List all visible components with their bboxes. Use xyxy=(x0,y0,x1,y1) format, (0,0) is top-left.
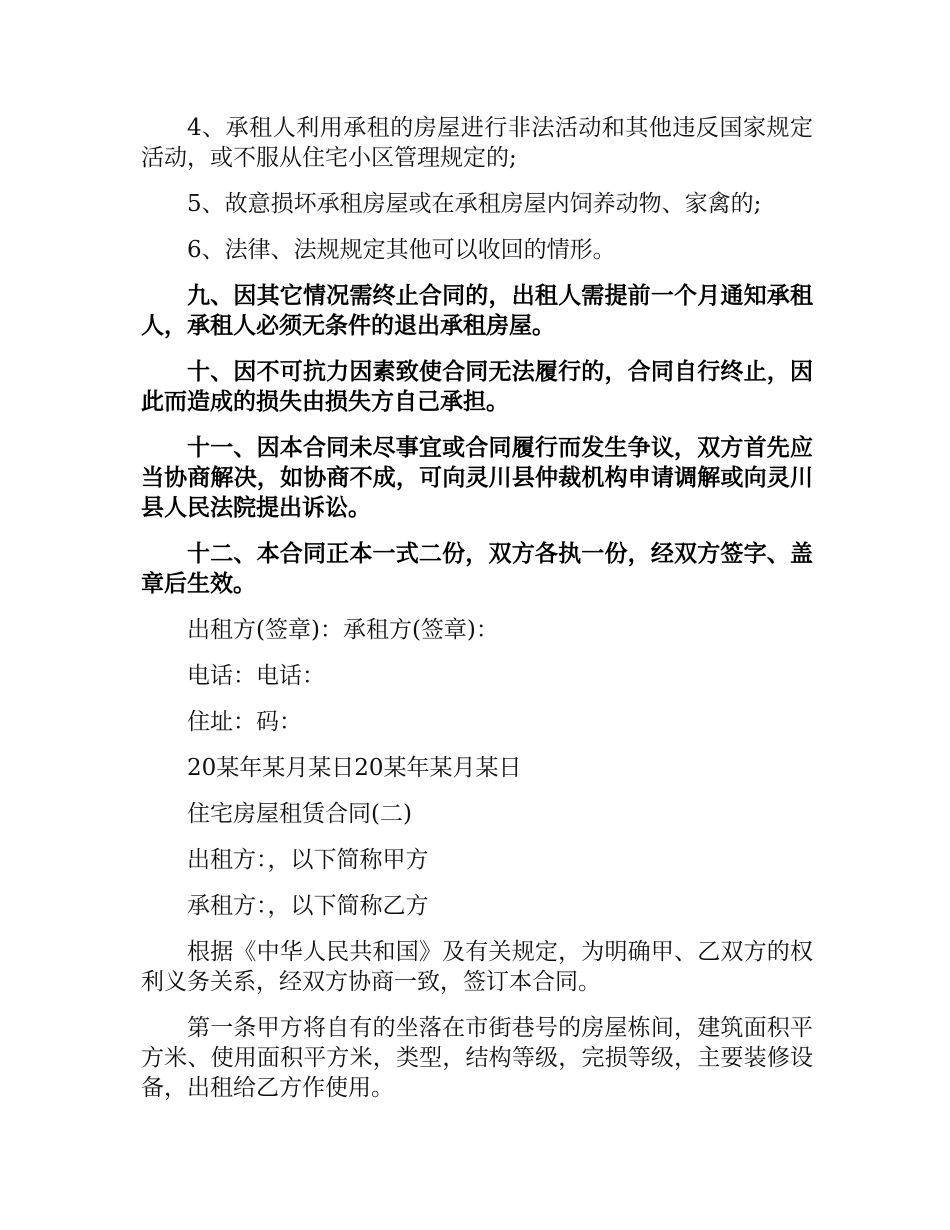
section-title: 住宅房屋租赁合同(二) xyxy=(187,801,412,827)
clause-6: 6、法律、法规规定其他可以收回的情形。 xyxy=(187,237,616,263)
phone-line: 电话：电话： xyxy=(187,663,325,689)
article-10: 十、因不可抗力因素致使合同无法履行的，合同自行终止，因此而造成的损失由损失方自己承担。 xyxy=(141,358,813,415)
article-11: 十一、因本合同未尽事宜或合同履行而发生争议，双方首先应当协商解决，如协商不成，可向灵川县仲裁机构申请调解或向灵川县人民法院提出诉讼。 xyxy=(141,434,813,521)
date-line: 20某年某月某日20某年某月某日 xyxy=(187,755,522,781)
article-first: 第一条甲方将自有的坐落在市街巷号的房屋栋间，建筑面积平方米、使用面积平方米，类型，结构等级，完损等级，主要装修设备，出租给乙方作使用。 xyxy=(141,1015,813,1101)
article-9: 九、因其它情况需终止合同的，出租人需提前一个月通知承租人，承租人必须无条件的退出承租房屋。 xyxy=(141,282,813,339)
lessee-line: 承租方：，以下简称乙方 xyxy=(187,893,429,919)
signature-line: 出租方(签章)：承租方(签章)： xyxy=(187,617,499,643)
clause-4: 4、承租人利用承租的房屋进行非法活动和其他违反国家规定活动，或不服从住宅小区管理规定的; xyxy=(141,115,813,171)
address-line: 住址：码： xyxy=(187,709,302,735)
preamble: 根据《中华人民共和国》及有关规定，为明确甲、乙双方的权利义务关系，经双方协商一致，签订本合同。 xyxy=(141,939,813,995)
document-page xyxy=(141,113,813,1119)
article-12: 十二、本合同正本一式二份，双方各执一份，经双方签字、盖章后生效。 xyxy=(141,540,813,597)
lessor-line: 出租方：，以下简称甲方 xyxy=(187,847,429,873)
clause-5: 5、故意损坏承租房屋或在承租房屋内饲养动物、家禽的; xyxy=(187,191,762,217)
